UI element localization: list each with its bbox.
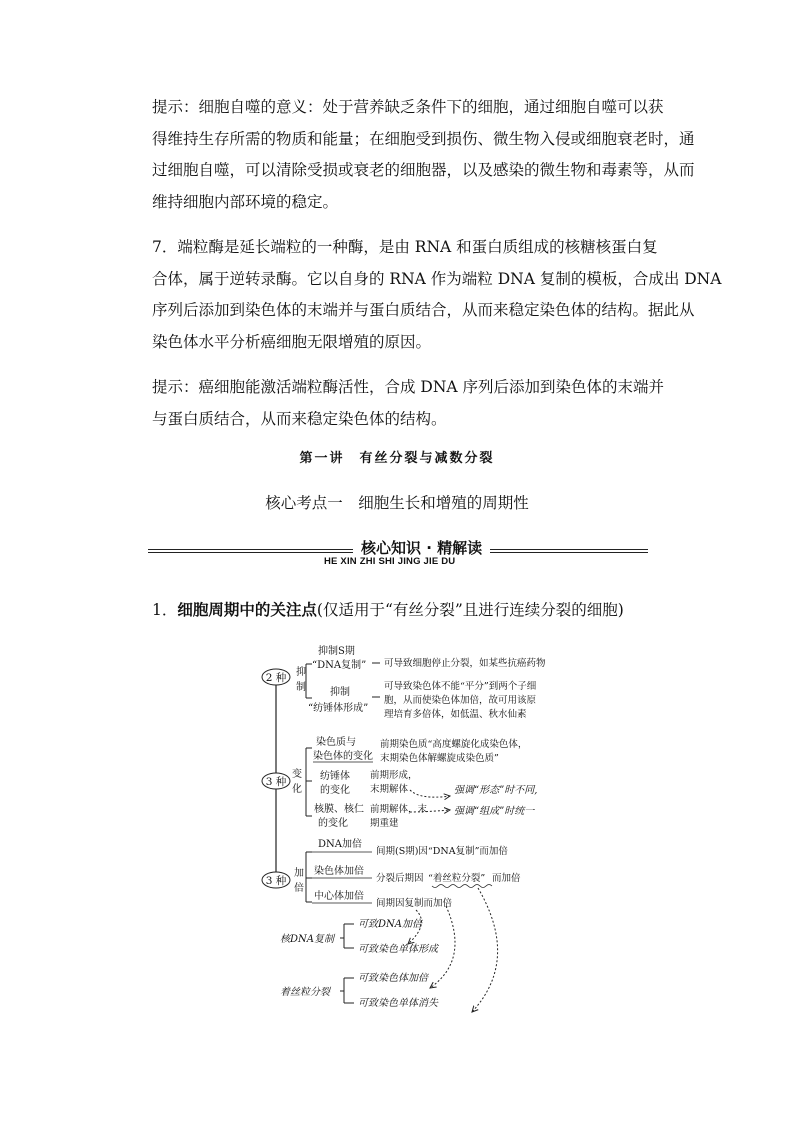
item-desc: 可导致染色体不能“平分”到两个子细 xyxy=(384,681,537,692)
handwritten-item: 可致染色体加倍 xyxy=(358,973,428,984)
item-desc: 理培育多倍体，如低温、秋水仙素 xyxy=(384,709,527,720)
badge-text: 3 种 xyxy=(265,776,287,788)
item-label: 抑制 xyxy=(330,687,350,698)
item-desc: 间期因复制而加倍 xyxy=(376,898,453,909)
side-label: 倍 xyxy=(294,883,304,894)
text-line: 染色体水平分析癌细胞无限增殖的原因。 xyxy=(152,332,432,351)
text-line: 维持细胞内部环境的稳定。 xyxy=(152,192,339,211)
item-desc: 末期解体 xyxy=(370,784,409,795)
item-desc-highlight: “着丝粒分裂” xyxy=(428,873,486,884)
point-number: 1． xyxy=(152,601,178,619)
handwritten-item: 可致染色单体形成 xyxy=(358,944,438,955)
dotted-arrow xyxy=(410,790,450,797)
banner-title: 核心知识 · 精解读 xyxy=(353,537,490,558)
side-label: 变 xyxy=(292,769,302,780)
text-line: 合体，属于逆转录酶。它以自身的 RNA 作为端粒 DNA 复制的模板，合成出 DNA xyxy=(152,269,722,288)
text-line: 与蛋白质结合，从而来稳定染色体的结构。 xyxy=(152,409,447,428)
side-label: 抑 xyxy=(296,667,306,678)
banner-pinyin: HE XIN ZHI SHI JING JIE DU xyxy=(324,556,456,567)
item-label: 抑制S期 xyxy=(318,646,355,657)
side-label: 加 xyxy=(294,868,304,879)
item-desc: 前期染色质“高度螺旋化成染色体， xyxy=(380,739,528,750)
point-title: 细胞周期中的关注点 xyxy=(177,600,317,619)
item-desc: 而加倍 xyxy=(492,873,521,884)
side-label: 化 xyxy=(292,784,302,795)
item-label: 的变化 xyxy=(320,785,350,796)
item-label: 染色质与 xyxy=(316,737,356,748)
bracket-ends xyxy=(306,852,312,902)
hw-bracket xyxy=(340,924,354,948)
item-desc: 分裂后期因 xyxy=(376,873,424,884)
item-label: 的变化 xyxy=(318,818,348,829)
handwritten-note: 强调“组成”时统一 xyxy=(454,806,535,817)
item-desc: 末期染色体解螺旋成染色质” xyxy=(380,753,499,764)
text-line: 提示：细胞自噬的意义：处于营养缺乏条件下的细胞，通过细胞自噬可以获 xyxy=(152,98,664,116)
bracket-ends xyxy=(306,748,312,816)
text-line: 得维持生存所需的物质和能量；在细胞受到损伤、微生物入侵或细胞衰老时，通 xyxy=(152,129,695,148)
text-line: 提示：癌细胞能激活端粒酶活性，合成 DNA 序列后添加到染色体的末端并 xyxy=(152,378,665,396)
item-label: 中心体加倍 xyxy=(314,891,364,902)
badge-text: 3 种 xyxy=(265,875,287,887)
item-desc: 前期形成， xyxy=(370,770,418,781)
item-label: 染色体的变化 xyxy=(313,751,373,762)
item-label: DNA加倍 xyxy=(318,839,362,850)
text-line: 序列后添加到染色体的末端并与蛋白质结合，从而来稳定染色体的结构。据此从 xyxy=(152,301,695,319)
item-desc: 前期解体，末 xyxy=(370,804,428,815)
wavy-underline xyxy=(432,885,492,888)
lecture-title: 第一讲 有丝分裂与减数分裂 xyxy=(299,451,495,466)
dotted-arrow xyxy=(472,888,498,1012)
handwritten-head: 核DNA复制 xyxy=(280,934,334,945)
hw-bracket xyxy=(340,978,354,1003)
text-line: 7．端粒酶是延长端粒的一种酶，是由 RNA 和蛋白质组成的核糖核蛋白复 xyxy=(152,238,658,256)
handwritten-item: 可致染色单体消失 xyxy=(358,998,438,1009)
item-desc: 胞，从而使染色体加倍，故可用该原 xyxy=(384,695,537,706)
topic-title: 核心考点一 细胞生长和增殖的周期性 xyxy=(265,494,529,512)
item-label: “DNA复制” xyxy=(312,660,367,671)
point-note: (仅适用于“有丝分裂”且进行连续分裂的细胞) xyxy=(316,601,624,619)
handwritten-item: 可致DNA加倍 xyxy=(358,919,422,930)
badge-text: 2 种 xyxy=(265,672,287,684)
item-label: 纺锤体 xyxy=(320,771,350,782)
item-label: 核膜、核仁 xyxy=(314,804,364,815)
item-desc: 可导致细胞停止分裂，如某些抗癌药物 xyxy=(384,658,546,669)
handwritten-head: 着丝粒分裂 xyxy=(280,987,330,998)
text-line: 过细胞自噬，可以清除受损或衰老的细胞器，以及感染的微生物和毒素等，从而 xyxy=(152,161,695,179)
handwritten-note: 强调“形态”时不同, xyxy=(454,785,538,796)
side-label: 制 xyxy=(296,682,306,693)
item-desc: 期重建 xyxy=(370,818,399,829)
item-label: “纺锤体形成” xyxy=(308,703,369,714)
item-desc: 间期(S期)因“DNA复制”而加倍 xyxy=(376,846,508,857)
item-label: 染色体加倍 xyxy=(314,866,364,877)
